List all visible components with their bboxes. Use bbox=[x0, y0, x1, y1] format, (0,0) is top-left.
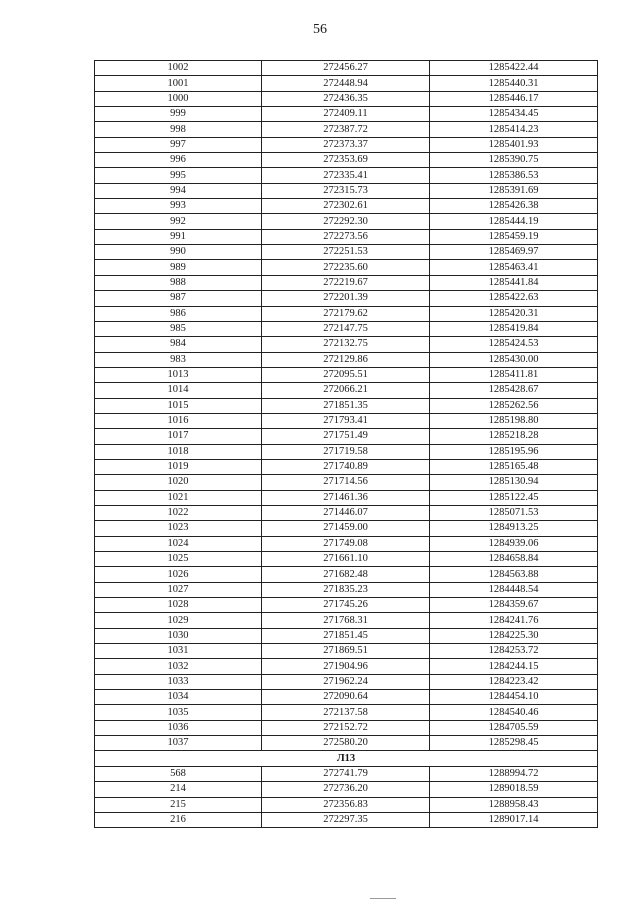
y-coordinate-cell: 1284448.54 bbox=[430, 582, 598, 597]
point-number-cell: 1016 bbox=[95, 413, 262, 428]
table-row bbox=[95, 352, 598, 367]
x-coordinate-cell: 271661.10 bbox=[262, 552, 430, 567]
point-number-cell: 1031 bbox=[95, 644, 262, 659]
y-coordinate-cell: 1285414.23 bbox=[430, 122, 598, 137]
table-row bbox=[95, 720, 598, 735]
table-row bbox=[95, 552, 598, 567]
table-row bbox=[95, 306, 598, 321]
x-coordinate-cell: 271904.96 bbox=[262, 659, 430, 674]
coordinates-table bbox=[94, 60, 598, 828]
table-row bbox=[95, 644, 598, 659]
y-coordinate-cell: 1288958.43 bbox=[430, 797, 598, 812]
point-number-cell: 1023 bbox=[95, 521, 262, 536]
table-row bbox=[95, 567, 598, 582]
point-number-cell: 990 bbox=[95, 245, 262, 260]
y-coordinate-cell: 1285422.63 bbox=[430, 291, 598, 306]
point-number-cell: 1014 bbox=[95, 383, 262, 398]
table-row bbox=[95, 291, 598, 306]
x-coordinate-cell: 271714.56 bbox=[262, 475, 430, 490]
table-row bbox=[95, 628, 598, 643]
y-coordinate-cell: 1284454.10 bbox=[430, 690, 598, 705]
table-row bbox=[95, 183, 598, 198]
table-row bbox=[95, 459, 598, 474]
y-coordinate-cell: 1284253.72 bbox=[430, 644, 598, 659]
x-coordinate-cell: 271719.58 bbox=[262, 444, 430, 459]
point-number-cell: 1030 bbox=[95, 628, 262, 643]
y-coordinate-cell: 1285411.81 bbox=[430, 367, 598, 382]
point-number-cell: 1000 bbox=[95, 91, 262, 106]
table-row bbox=[95, 674, 598, 689]
page-number: 56 bbox=[313, 22, 327, 37]
x-coordinate-cell: 272373.37 bbox=[262, 137, 430, 152]
table-row bbox=[95, 766, 598, 781]
table-row bbox=[95, 782, 598, 797]
point-number-cell: 997 bbox=[95, 137, 262, 152]
x-coordinate-cell: 271446.07 bbox=[262, 505, 430, 520]
y-coordinate-cell: 1285424.53 bbox=[430, 337, 598, 352]
x-coordinate-cell: 271740.89 bbox=[262, 459, 430, 474]
x-coordinate-cell: 272315.73 bbox=[262, 183, 430, 198]
x-coordinate-cell: 272356.83 bbox=[262, 797, 430, 812]
table-row bbox=[95, 337, 598, 352]
y-coordinate-cell: 1284359.67 bbox=[430, 598, 598, 613]
y-coordinate-cell: 1285298.45 bbox=[430, 736, 598, 751]
x-coordinate-cell: 272219.67 bbox=[262, 275, 430, 290]
point-number-cell: 986 bbox=[95, 306, 262, 321]
table-row bbox=[95, 521, 598, 536]
x-coordinate-cell: 272251.53 bbox=[262, 245, 430, 260]
x-coordinate-cell: 271751.49 bbox=[262, 429, 430, 444]
table-row bbox=[95, 321, 598, 336]
y-coordinate-cell: 1284563.88 bbox=[430, 567, 598, 582]
point-number-cell: 1025 bbox=[95, 552, 262, 567]
x-coordinate-cell: 271869.51 bbox=[262, 644, 430, 659]
point-number-cell: 994 bbox=[95, 183, 262, 198]
point-number-cell: 991 bbox=[95, 229, 262, 244]
x-coordinate-cell: 271851.45 bbox=[262, 628, 430, 643]
table-row bbox=[95, 61, 598, 76]
y-coordinate-cell: 1285391.69 bbox=[430, 183, 598, 198]
point-number-cell: 987 bbox=[95, 291, 262, 306]
table-row bbox=[95, 107, 598, 122]
y-coordinate-cell: 1284223.42 bbox=[430, 674, 598, 689]
x-coordinate-cell: 272741.79 bbox=[262, 766, 430, 781]
x-coordinate-cell: 272179.62 bbox=[262, 306, 430, 321]
point-number-cell: 985 bbox=[95, 321, 262, 336]
y-coordinate-cell: 1285386.53 bbox=[430, 168, 598, 183]
y-coordinate-cell: 1284658.84 bbox=[430, 552, 598, 567]
x-coordinate-cell: 272137.58 bbox=[262, 705, 430, 720]
table-row bbox=[95, 137, 598, 152]
table-row bbox=[95, 229, 598, 244]
table-row bbox=[95, 736, 598, 751]
x-coordinate-cell: 272235.60 bbox=[262, 260, 430, 275]
table-row bbox=[95, 214, 598, 229]
point-number-cell: 1002 bbox=[95, 61, 262, 76]
x-coordinate-cell: 271851.35 bbox=[262, 398, 430, 413]
x-coordinate-cell: 271459.00 bbox=[262, 521, 430, 536]
y-coordinate-cell: 1285430.00 bbox=[430, 352, 598, 367]
y-coordinate-cell: 1285071.53 bbox=[430, 505, 598, 520]
table-row bbox=[95, 505, 598, 520]
y-coordinate-cell: 1285434.45 bbox=[430, 107, 598, 122]
table-row bbox=[95, 275, 598, 290]
point-number-cell: 998 bbox=[95, 122, 262, 137]
point-number-cell: 992 bbox=[95, 214, 262, 229]
x-coordinate-cell: 271749.08 bbox=[262, 536, 430, 551]
x-coordinate-cell: 272066.21 bbox=[262, 383, 430, 398]
table-row bbox=[95, 383, 598, 398]
point-number-cell: 1019 bbox=[95, 459, 262, 474]
table-row bbox=[95, 168, 598, 183]
table-row bbox=[95, 475, 598, 490]
coordinates-table-body bbox=[95, 61, 598, 751]
point-number-cell: 983 bbox=[95, 352, 262, 367]
table-row bbox=[95, 690, 598, 705]
point-number-cell: 1028 bbox=[95, 598, 262, 613]
y-coordinate-cell: 1285420.31 bbox=[430, 306, 598, 321]
y-coordinate-cell: 1284939.06 bbox=[430, 536, 598, 551]
point-number-cell: 988 bbox=[95, 275, 262, 290]
x-coordinate-cell: 271835.23 bbox=[262, 582, 430, 597]
x-coordinate-cell: 271461.36 bbox=[262, 490, 430, 505]
table-row bbox=[95, 797, 598, 812]
point-number-cell: 1021 bbox=[95, 490, 262, 505]
x-coordinate-cell: 271768.31 bbox=[262, 613, 430, 628]
coordinates-table-body-section bbox=[95, 766, 598, 827]
point-number-cell: 215 bbox=[95, 797, 262, 812]
table-row bbox=[95, 444, 598, 459]
y-coordinate-cell: 1285428.67 bbox=[430, 383, 598, 398]
y-coordinate-cell: 1285444.19 bbox=[430, 214, 598, 229]
y-coordinate-cell: 1285469.97 bbox=[430, 245, 598, 260]
point-number-cell: 1013 bbox=[95, 367, 262, 382]
section-header-group bbox=[95, 751, 598, 766]
y-coordinate-cell: 1285165.48 bbox=[430, 459, 598, 474]
x-coordinate-cell: 272273.56 bbox=[262, 229, 430, 244]
point-number-cell: 1018 bbox=[95, 444, 262, 459]
x-coordinate-cell: 272448.94 bbox=[262, 76, 430, 91]
point-number-cell: 1033 bbox=[95, 674, 262, 689]
table-row bbox=[95, 398, 598, 413]
point-number-cell: 1036 bbox=[95, 720, 262, 735]
point-number-cell: 995 bbox=[95, 168, 262, 183]
table-row bbox=[95, 705, 598, 720]
section-label: Л13 bbox=[95, 751, 598, 766]
y-coordinate-cell: 1285130.94 bbox=[430, 475, 598, 490]
y-coordinate-cell: 1285401.93 bbox=[430, 137, 598, 152]
table-row bbox=[95, 91, 598, 106]
point-number-cell: 984 bbox=[95, 337, 262, 352]
y-coordinate-cell: 1285446.17 bbox=[430, 91, 598, 106]
table-row bbox=[95, 812, 598, 827]
x-coordinate-cell: 272292.30 bbox=[262, 214, 430, 229]
x-coordinate-cell: 272297.35 bbox=[262, 812, 430, 827]
x-coordinate-cell: 272409.11 bbox=[262, 107, 430, 122]
y-coordinate-cell: 1285195.96 bbox=[430, 444, 598, 459]
y-coordinate-cell: 1284540.46 bbox=[430, 705, 598, 720]
y-coordinate-cell: 1284225.30 bbox=[430, 628, 598, 643]
table-row bbox=[95, 245, 598, 260]
table-row bbox=[95, 613, 598, 628]
x-coordinate-cell: 272147.75 bbox=[262, 321, 430, 336]
table-row bbox=[95, 536, 598, 551]
point-number-cell: 216 bbox=[95, 812, 262, 827]
y-coordinate-cell: 1289017.14 bbox=[430, 812, 598, 827]
point-number-cell: 1029 bbox=[95, 613, 262, 628]
table-row bbox=[95, 199, 598, 214]
point-number-cell: 1032 bbox=[95, 659, 262, 674]
y-coordinate-cell: 1285218.28 bbox=[430, 429, 598, 444]
y-coordinate-cell: 1284705.59 bbox=[430, 720, 598, 735]
point-number-cell: 1037 bbox=[95, 736, 262, 751]
point-number-cell: 989 bbox=[95, 260, 262, 275]
x-coordinate-cell: 272152.72 bbox=[262, 720, 430, 735]
table-row bbox=[95, 659, 598, 674]
point-number-cell: 996 bbox=[95, 153, 262, 168]
y-coordinate-cell: 1284241.76 bbox=[430, 613, 598, 628]
x-coordinate-cell: 272436.35 bbox=[262, 91, 430, 106]
table-row bbox=[95, 598, 598, 613]
x-coordinate-cell: 272456.27 bbox=[262, 61, 430, 76]
point-number-cell: 568 bbox=[95, 766, 262, 781]
x-coordinate-cell: 272095.51 bbox=[262, 367, 430, 382]
section-header-row bbox=[95, 751, 598, 766]
x-coordinate-cell: 272353.69 bbox=[262, 153, 430, 168]
y-coordinate-cell: 1284244.15 bbox=[430, 659, 598, 674]
point-number-cell: 1035 bbox=[95, 705, 262, 720]
y-coordinate-cell: 1285122.45 bbox=[430, 490, 598, 505]
point-number-cell: 1001 bbox=[95, 76, 262, 91]
table-row bbox=[95, 582, 598, 597]
x-coordinate-cell: 272387.72 bbox=[262, 122, 430, 137]
x-coordinate-cell: 271793.41 bbox=[262, 413, 430, 428]
point-number-cell: 1017 bbox=[95, 429, 262, 444]
table-row bbox=[95, 490, 598, 505]
x-coordinate-cell: 272201.39 bbox=[262, 291, 430, 306]
y-coordinate-cell: 1285262.56 bbox=[430, 398, 598, 413]
point-number-cell: 1015 bbox=[95, 398, 262, 413]
table-row bbox=[95, 367, 598, 382]
y-coordinate-cell: 1285198.80 bbox=[430, 413, 598, 428]
y-coordinate-cell: 1285463.41 bbox=[430, 260, 598, 275]
table-row bbox=[95, 153, 598, 168]
x-coordinate-cell: 272736.20 bbox=[262, 782, 430, 797]
table-row bbox=[95, 76, 598, 91]
x-coordinate-cell: 272302.61 bbox=[262, 199, 430, 214]
x-coordinate-cell: 271745.26 bbox=[262, 598, 430, 613]
y-coordinate-cell: 1285390.75 bbox=[430, 153, 598, 168]
point-number-cell: 1026 bbox=[95, 567, 262, 582]
point-number-cell: 1022 bbox=[95, 505, 262, 520]
x-coordinate-cell: 271682.48 bbox=[262, 567, 430, 582]
y-coordinate-cell: 1285441.84 bbox=[430, 275, 598, 290]
point-number-cell: 214 bbox=[95, 782, 262, 797]
point-number-cell: 1034 bbox=[95, 690, 262, 705]
x-coordinate-cell: 272129.86 bbox=[262, 352, 430, 367]
point-number-cell: 1024 bbox=[95, 536, 262, 551]
y-coordinate-cell: 1285440.31 bbox=[430, 76, 598, 91]
y-coordinate-cell: 1285419.84 bbox=[430, 321, 598, 336]
table-row bbox=[95, 122, 598, 137]
y-coordinate-cell: 1284913.25 bbox=[430, 521, 598, 536]
y-coordinate-cell: 1285459.19 bbox=[430, 229, 598, 244]
y-coordinate-cell: 1285426.38 bbox=[430, 199, 598, 214]
point-number-cell: 999 bbox=[95, 107, 262, 122]
footer-mark bbox=[370, 898, 396, 899]
table-row bbox=[95, 413, 598, 428]
y-coordinate-cell: 1288994.72 bbox=[430, 766, 598, 781]
x-coordinate-cell: 272580.20 bbox=[262, 736, 430, 751]
point-number-cell: 1027 bbox=[95, 582, 262, 597]
x-coordinate-cell: 272090.64 bbox=[262, 690, 430, 705]
table-row bbox=[95, 260, 598, 275]
point-number-cell: 1020 bbox=[95, 475, 262, 490]
y-coordinate-cell: 1285422.44 bbox=[430, 61, 598, 76]
point-number-cell: 993 bbox=[95, 199, 262, 214]
y-coordinate-cell: 1289018.59 bbox=[430, 782, 598, 797]
x-coordinate-cell: 272132.75 bbox=[262, 337, 430, 352]
x-coordinate-cell: 272335.41 bbox=[262, 168, 430, 183]
x-coordinate-cell: 271962.24 bbox=[262, 674, 430, 689]
table-row bbox=[95, 429, 598, 444]
